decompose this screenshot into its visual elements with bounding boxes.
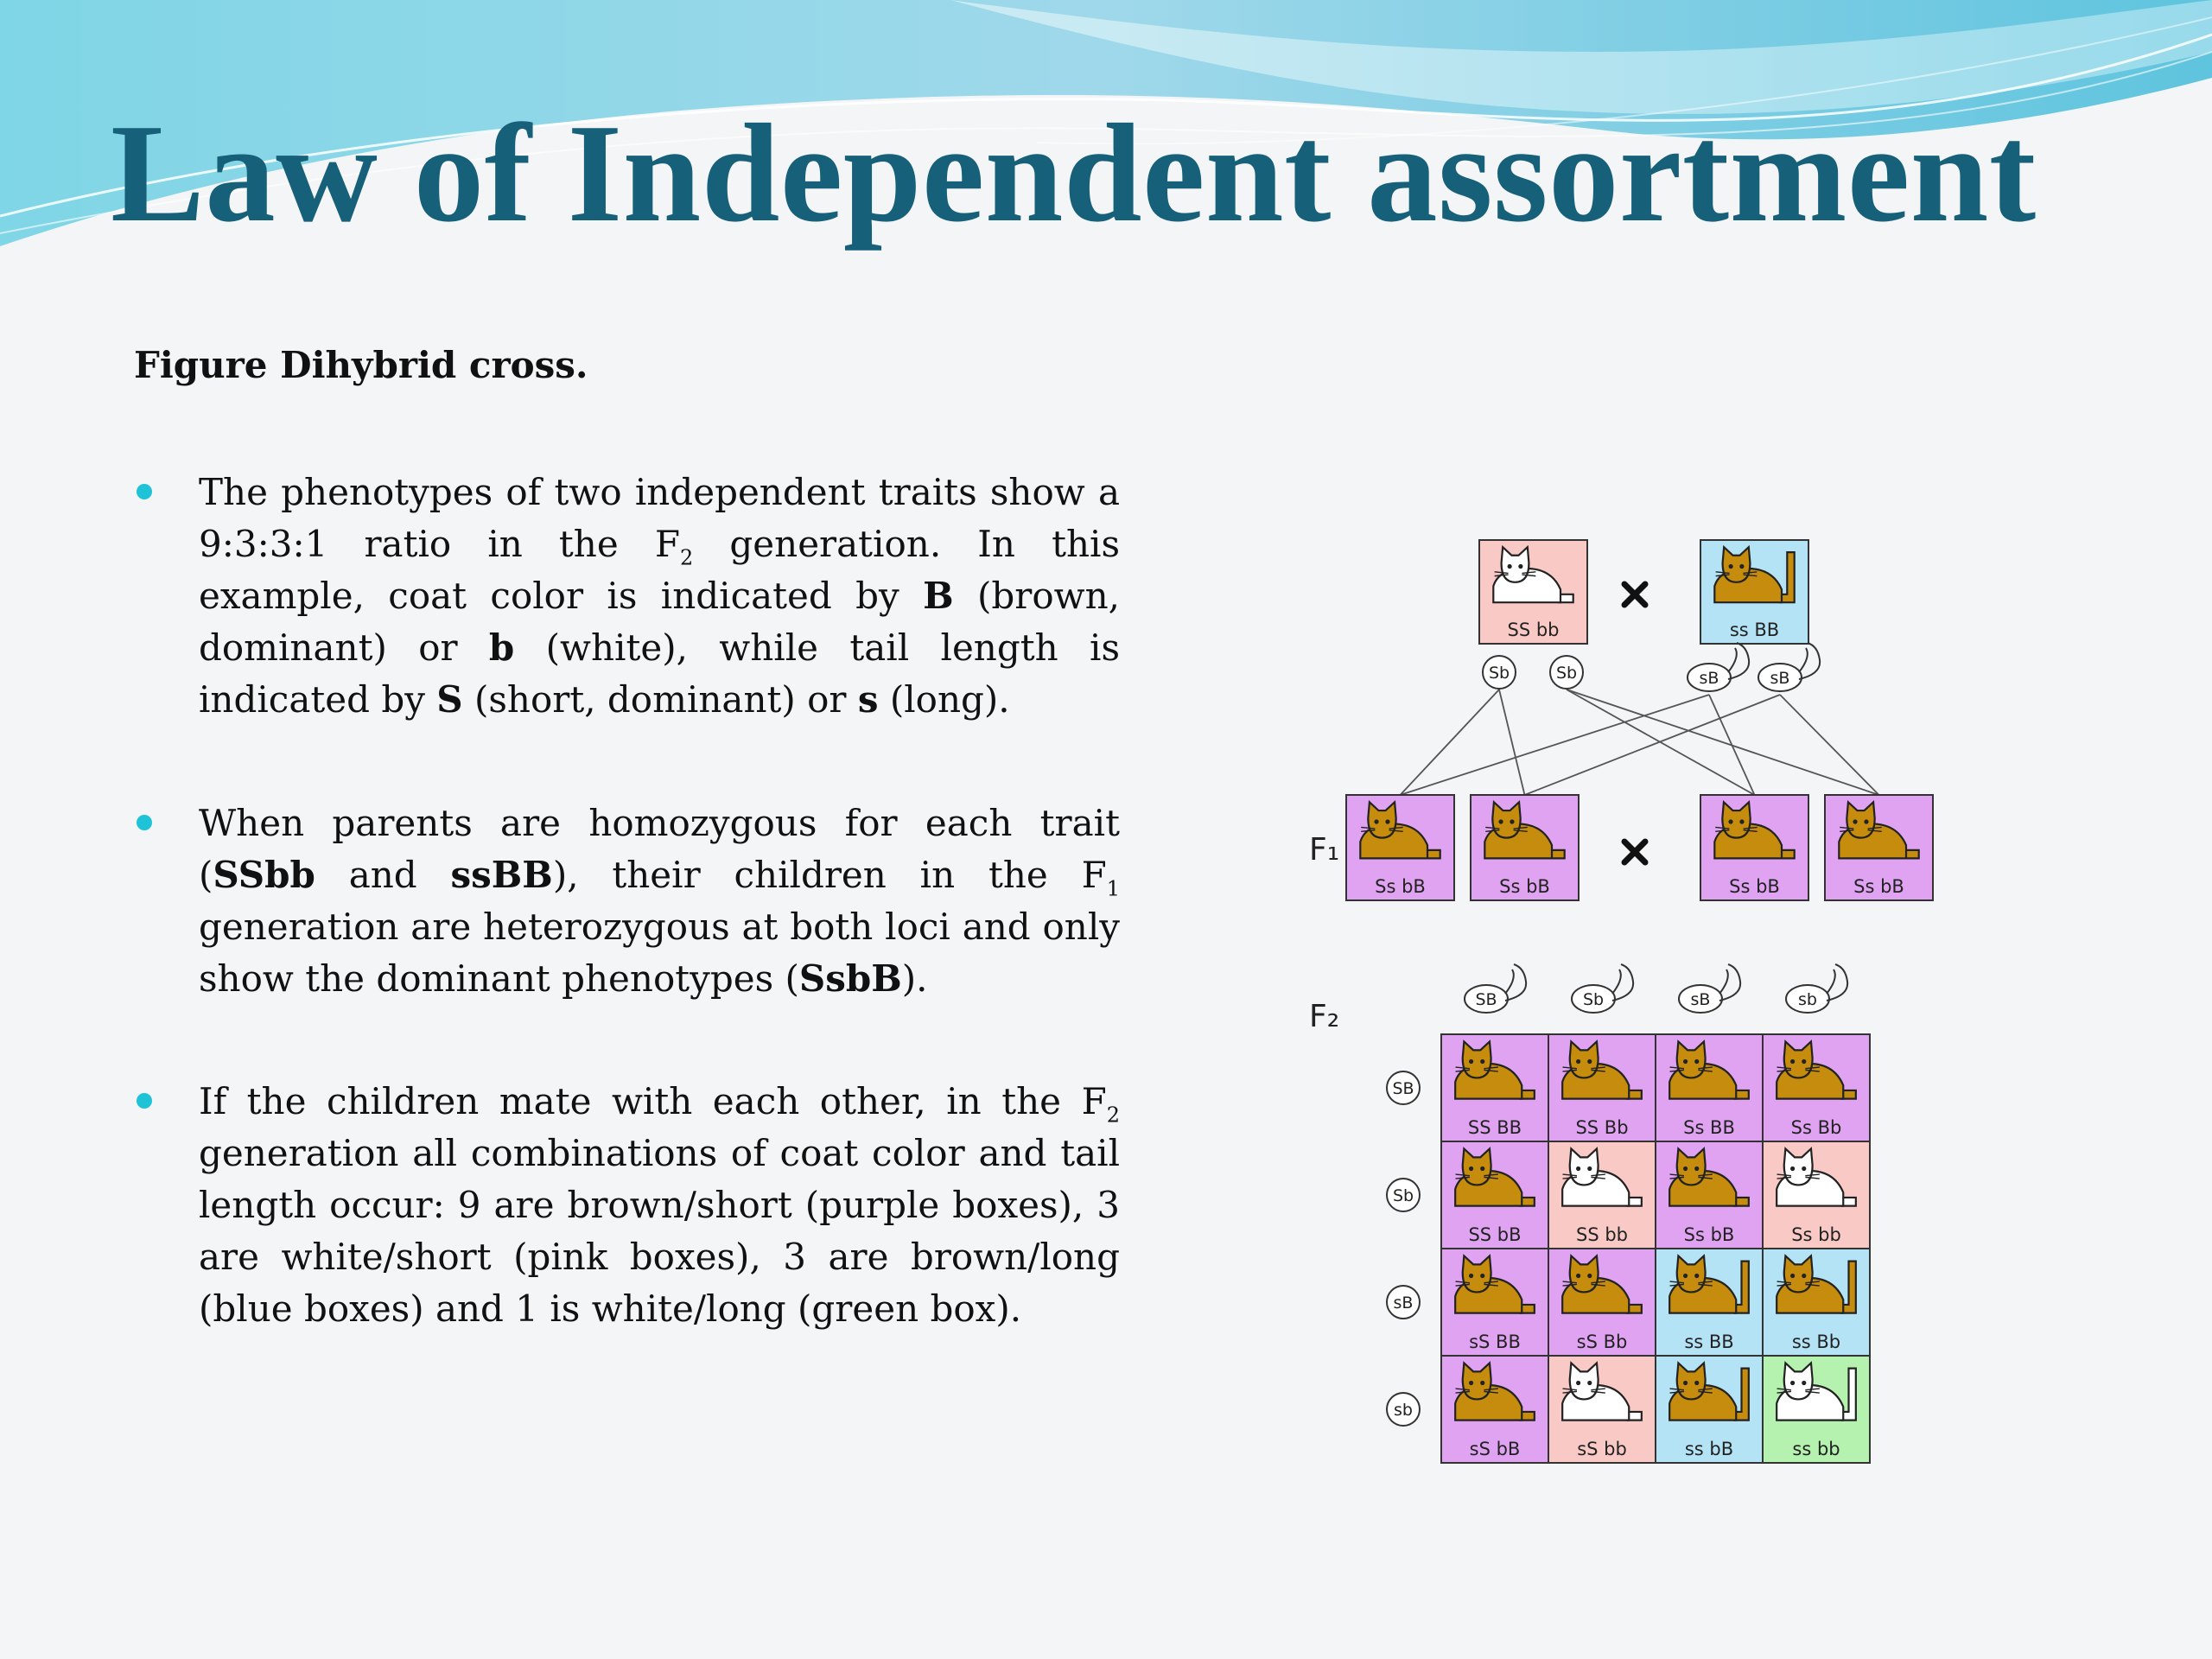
gamete-label: sB: [1690, 990, 1711, 1009]
genotype-label: SS bb: [1507, 620, 1560, 640]
f2-cell: [1441, 1034, 1548, 1141]
f2-cell: [1548, 1141, 1656, 1249]
gamete-label: sB: [1393, 1294, 1414, 1313]
genotype-label: sS bb: [1577, 1439, 1627, 1459]
gamete-label: sb: [1798, 990, 1817, 1009]
genotype-label: ss bB: [1684, 1439, 1734, 1459]
genotype-label: SS bB: [1468, 1224, 1522, 1245]
cross-symbol: [1624, 584, 1645, 605]
f2-cell: [1656, 1356, 1763, 1463]
genotype-label: Ss bB: [1729, 876, 1780, 897]
bullet-marker: [137, 484, 152, 499]
f2-cell: [1763, 1034, 1870, 1141]
f1-box: [1471, 795, 1579, 900]
parent-gamete: [1758, 643, 1820, 691]
f2-label: F₂: [1309, 999, 1340, 1034]
f2-row-gamete: [1387, 1286, 1420, 1319]
bullet-text-3: If the children mate with each other, in the $F_2$ generation all combinations of coat color and tail length occur: 9 are brown/short (purple boxes), 3 are white/short (pink boxes), 3 are brown/long (blue boxes) and 1 is white/long (green box).: [199, 1080, 1120, 1330]
bullet-marker: [137, 815, 152, 830]
genotype-label: Ss bB: [1499, 876, 1550, 897]
f2-cell: [1656, 1141, 1763, 1249]
genotype-label: ss BB: [1729, 620, 1780, 640]
f2-row-gamete: [1387, 1179, 1420, 1211]
genotype-label: Ss BB: [1683, 1117, 1735, 1138]
genotype-label: Ss bb: [1791, 1224, 1841, 1245]
f2-cell: [1763, 1249, 1870, 1356]
genotype-label: ss Bb: [1791, 1332, 1841, 1352]
f2-row-gamete: [1387, 1393, 1420, 1426]
genotype-label: ss BB: [1684, 1332, 1734, 1352]
genotype-label: SS Bb: [1575, 1117, 1629, 1138]
gamete-label: Sb: [1582, 990, 1605, 1009]
gamete-label: sb: [1394, 1401, 1413, 1420]
f2-cell: [1548, 1356, 1656, 1463]
genotype-label: sS BB: [1469, 1332, 1521, 1352]
gamete-label: sB: [1770, 669, 1790, 688]
bullet-text-1: The phenotypes of two independent traits show a 9:3:3:1 ratio in the $F_2$ generation. In this example, coat color is indicated by B (brown, dominant) or b (white), while tail length is indicated by S (short, dominant) or s (long).: [199, 471, 1121, 721]
bullet-marker: [137, 1093, 152, 1109]
dihybrid-cross-diagram: [1279, 518, 1953, 1486]
f2-cell: [1763, 1141, 1870, 1249]
f2-row-gamete: [1387, 1071, 1420, 1104]
f2-column-gamete: [1786, 964, 1847, 1013]
f2-column-gamete: [1572, 964, 1633, 1013]
f2-cell: [1548, 1034, 1656, 1141]
f1-box: [1825, 795, 1933, 900]
f2-cell: [1548, 1249, 1656, 1356]
f2-cell: [1441, 1356, 1548, 1463]
f1-box: [1346, 795, 1454, 900]
cross-symbol: [1624, 842, 1645, 862]
parent-gamete: [1550, 656, 1583, 689]
f2-column-gamete: [1679, 964, 1740, 1013]
gamete-label: Sb: [1392, 1186, 1414, 1205]
gamete-connection-lines: [1401, 690, 1879, 795]
genotype-label: Ss Bb: [1790, 1117, 1842, 1138]
parent-box: [1700, 540, 1808, 644]
genotype-label: sS bB: [1469, 1439, 1521, 1459]
gamete-label: sB: [1699, 669, 1719, 688]
f1-box: [1700, 795, 1808, 900]
figure-caption: Figure Dihybrid cross.: [134, 344, 588, 386]
gamete-label: SB: [1392, 1079, 1414, 1098]
bullet-text-2: When parents are homozygous for each trait (SSbb and ssBB), their children in the $F_1$ generation are heterozygous at both loci and only show the dominant phenotypes (SsbB).: [199, 802, 1120, 1000]
f1-label: F₁: [1309, 832, 1340, 868]
genotype-label: Ss bB: [1853, 876, 1904, 897]
parent-gamete: [1688, 643, 1749, 691]
parent-gamete: [1483, 656, 1516, 689]
gamete-label: Sb: [1555, 664, 1578, 683]
f2-cell: [1656, 1034, 1763, 1141]
genotype-label: SS BB: [1467, 1117, 1522, 1138]
f2-cell: [1441, 1141, 1548, 1249]
genotype-label: Ss bB: [1683, 1224, 1735, 1245]
genotype-label: Ss bB: [1375, 876, 1426, 897]
f2-cell: [1656, 1249, 1763, 1356]
slide-title: Law of Independent assortment: [111, 96, 2037, 251]
f2-column-gamete: [1465, 964, 1526, 1013]
genotype-label: sS Bb: [1576, 1332, 1628, 1352]
genotype-label: SS bb: [1576, 1224, 1628, 1245]
gamete-label: SB: [1475, 990, 1497, 1009]
f2-cell: [1441, 1249, 1548, 1356]
f2-cell: [1763, 1356, 1870, 1463]
gamete-label: Sb: [1488, 664, 1510, 683]
parent-box: [1479, 540, 1587, 644]
genotype-label: ss bb: [1792, 1439, 1840, 1459]
